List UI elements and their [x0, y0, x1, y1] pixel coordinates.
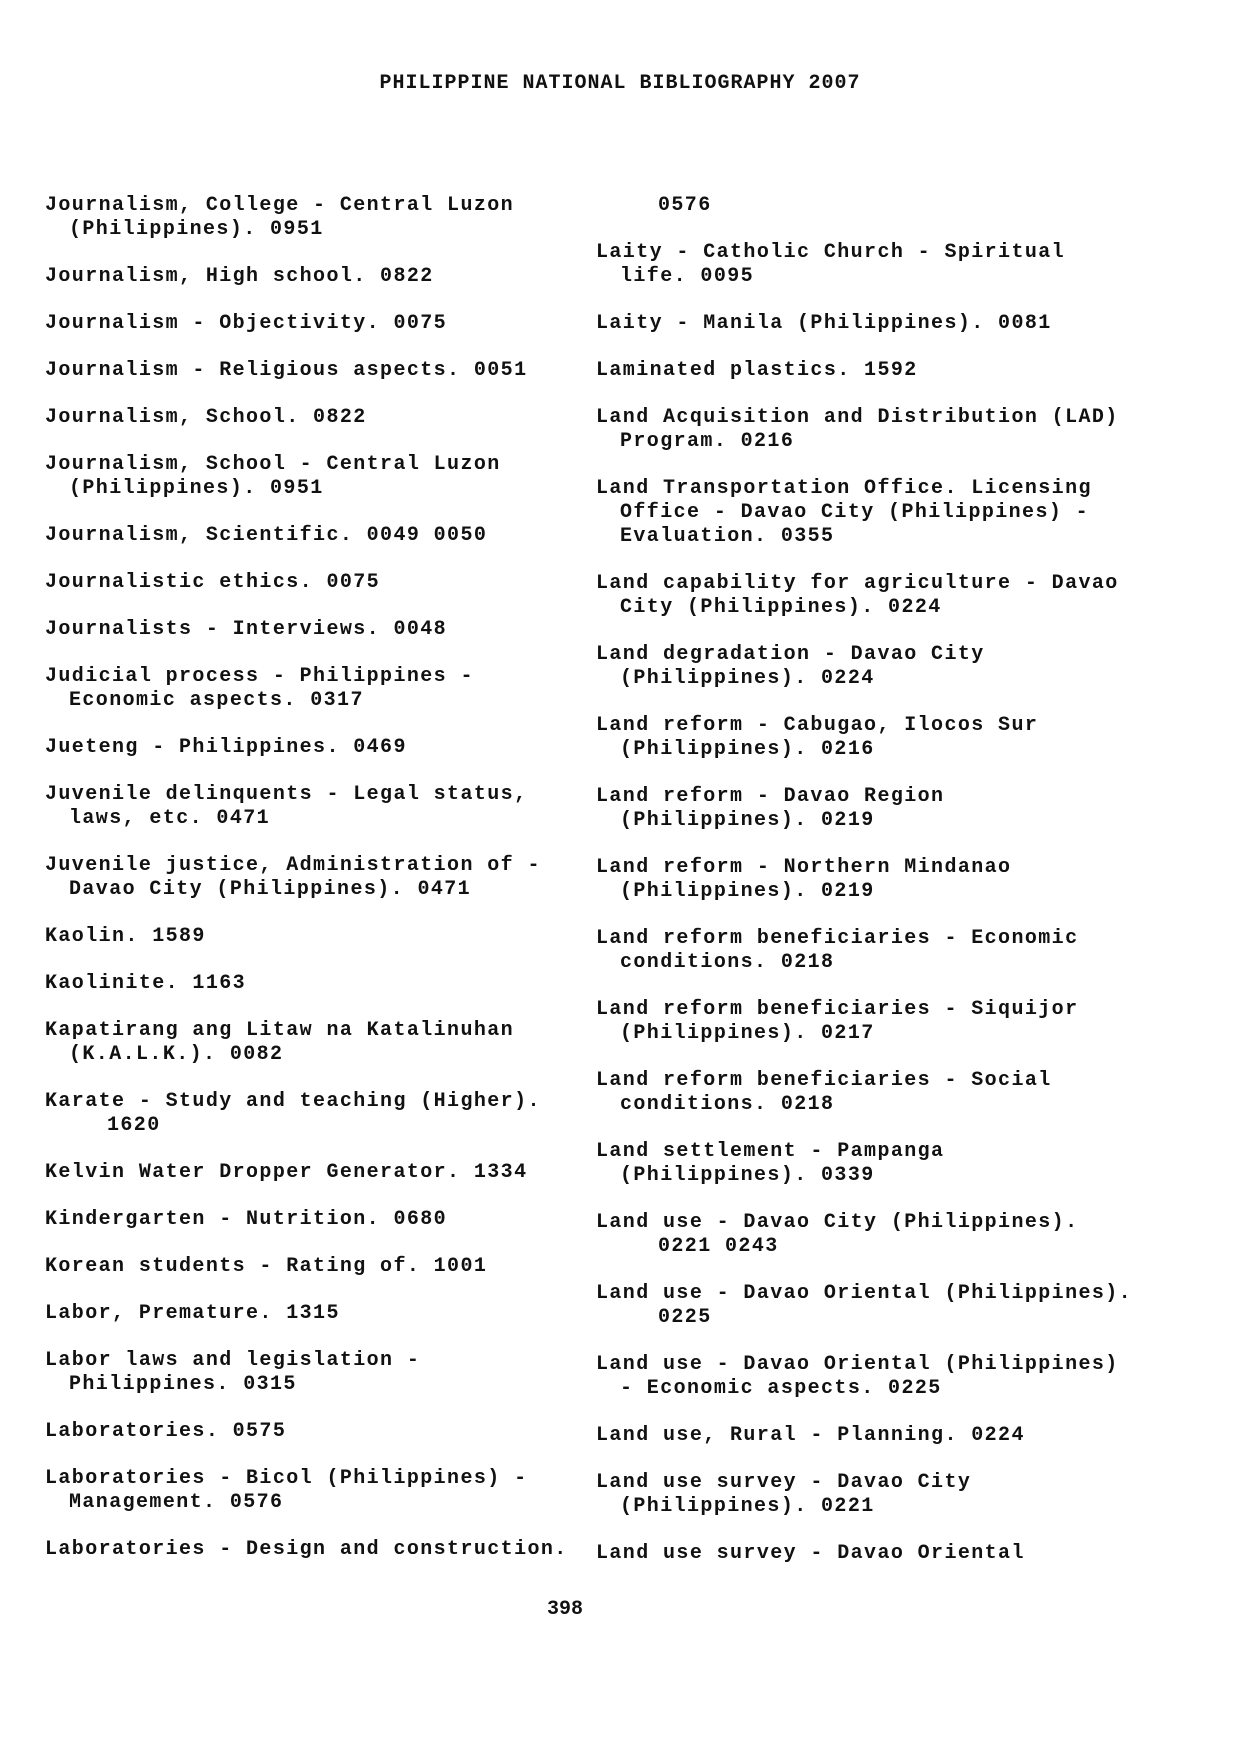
index-entry: [45, 453, 565, 501]
entry-continuation-line: Evaluation. 0355: [620, 525, 835, 548]
entry-heading-line: Laity - Manila (Philippines). 0081: [596, 312, 1052, 335]
entry-heading-line: Laity - Catholic Church - Spiritual: [596, 241, 1066, 264]
index-entry: [596, 241, 1156, 289]
entry-heading-line: Journalism, College - Central Luzon: [45, 194, 515, 217]
index-entry: [45, 406, 565, 430]
entry-heading-line: Land use survey - Davao Oriental: [596, 1542, 1025, 1565]
index-entry: [596, 406, 1156, 454]
index-entry: [45, 618, 565, 642]
index-entry: [596, 312, 1156, 336]
entry-continuation-line: (Philippines). 0221: [620, 1495, 875, 1518]
entry-continuation-line: (Philippines). 0216: [620, 738, 875, 761]
entry-heading-line: Land reform - Davao Region: [596, 785, 945, 808]
index-entry: [45, 359, 565, 383]
entry-heading-line: 0576: [658, 194, 712, 217]
entry-heading-line: Juvenile delinquents - Legal status,: [45, 783, 528, 806]
entry-heading-line: Korean students - Rating of. 1001: [45, 1255, 488, 1278]
entry-heading-line: Land use, Rural - Planning. 0224: [596, 1424, 1025, 1447]
index-entry: [45, 524, 565, 548]
index-entry: [596, 1211, 1156, 1259]
entry-continuation-line: 0225: [658, 1306, 712, 1329]
index-entry: [45, 312, 565, 336]
entry-continuation-line: conditions. 0218: [620, 951, 835, 974]
index-entry: [45, 1420, 565, 1444]
index-entry: [596, 572, 1156, 620]
index-entry: [45, 194, 565, 242]
index-entry: [45, 1019, 565, 1067]
entry-continuation-line: Program. 0216: [620, 430, 795, 453]
index-entry: [596, 477, 1156, 549]
index-entry: [596, 1282, 1156, 1330]
entry-heading-line: Land Transportation Office. Licensing: [596, 477, 1092, 500]
index-entry: [596, 1471, 1156, 1519]
entry-continuation-line: Philippines. 0315: [69, 1373, 297, 1396]
entry-heading-line: Laminated plastics. 1592: [596, 359, 918, 382]
index-entry: [45, 783, 565, 831]
index-entry: [45, 571, 565, 595]
entry-continuation-line: (Philippines). 0219: [620, 809, 875, 832]
index-entry: [45, 925, 565, 949]
entry-heading-line: Land Acquisition and Distribution (LAD): [596, 406, 1119, 429]
entry-heading-line: Land reform beneficiaries - Economic: [596, 927, 1079, 950]
index-entry: [45, 1255, 565, 1279]
index-entry: [596, 643, 1156, 691]
entry-continuation-line: 1620: [107, 1114, 161, 1137]
index-entry: [45, 1467, 565, 1515]
entry-heading-line: Journalism, Scientific. 0049 0050: [45, 524, 488, 547]
index-entry: [596, 1140, 1156, 1188]
index-entry: [596, 1424, 1156, 1448]
index-entry: [596, 359, 1156, 383]
entry-heading-line: Journalism, High school. 0822: [45, 265, 434, 288]
entry-heading-line: Land reform beneficiaries - Siquijor: [596, 998, 1079, 1021]
page-number: 398: [546, 1598, 583, 1621]
index-entry: [596, 1542, 1156, 1566]
entry-continuation-line: Economic aspects. 0317: [69, 689, 364, 712]
entry-heading-line: Land use - Davao Oriental (Philippines).: [596, 1282, 1133, 1305]
entry-heading-line: Journalistic ethics. 0075: [45, 571, 381, 594]
index-column-right: [596, 194, 1156, 1589]
entry-continuation-line: City (Philippines). 0224: [620, 596, 942, 619]
entry-continuation-line: (Philippines). 0951: [69, 218, 324, 241]
entry-heading-line: Journalism - Religious aspects. 0051: [45, 359, 528, 382]
entry-heading-line: Labor laws and legislation -: [45, 1349, 421, 1372]
entry-heading-line: Laboratories. 0575: [45, 1420, 287, 1443]
index-entry: [45, 1090, 565, 1138]
index-entry: [45, 736, 565, 760]
entry-heading-line: Juvenile justice, Administration of -: [45, 854, 541, 877]
entry-heading-line: Kelvin Water Dropper Generator. 1334: [45, 1161, 528, 1184]
entry-heading-line: Land degradation - Davao City: [596, 643, 985, 666]
entry-continuation-line: laws, etc. 0471: [69, 807, 271, 830]
index-entry: [45, 665, 565, 713]
entry-heading-line: Land reform - Northern Mindanao: [596, 856, 1012, 879]
index-entry: [596, 714, 1156, 762]
index-entry: [596, 194, 1156, 218]
entry-heading-line: Land reform - Cabugao, Ilocos Sur: [596, 714, 1039, 737]
entry-heading-line: Land use survey - Davao City: [596, 1471, 972, 1494]
entry-continuation-line: life. 0095: [620, 265, 755, 288]
index-entry: [45, 1538, 568, 1562]
index-entry: [45, 1161, 565, 1185]
entry-heading-line: Land settlement - Pampanga: [596, 1140, 945, 1163]
entry-heading-line: Labor, Premature. 1315: [45, 1302, 340, 1325]
entry-continuation-line: (K.A.L.K.). 0082: [69, 1043, 284, 1066]
index-entry: [596, 785, 1156, 833]
index-entry: [45, 1302, 565, 1326]
index-column-left: [45, 194, 568, 1585]
index-entry: [45, 265, 565, 289]
entry-heading-line: Land use - Davao Oriental (Philippines): [596, 1353, 1119, 1376]
entry-heading-line: Kindergarten - Nutrition. 0680: [45, 1208, 448, 1231]
entry-heading-line: Kaolinite. 1163: [45, 972, 247, 995]
entry-heading-line: Land capability for agriculture - Davao: [596, 572, 1119, 595]
index-entry: [45, 1349, 565, 1397]
entry-heading-line: Kapatirang ang Litaw na Katalinuhan: [45, 1019, 515, 1042]
index-entry: [596, 1069, 1156, 1117]
entry-continuation-line: (Philippines). 0224: [620, 667, 875, 690]
entry-heading-line: Jueteng - Philippines. 0469: [45, 736, 407, 759]
entry-heading-line: Journalism, School - Central Luzon: [45, 453, 501, 476]
entry-continuation-line: (Philippines). 0219: [620, 880, 875, 903]
entry-heading-line: Laboratories - Bicol (Philippines) -: [45, 1467, 528, 1490]
entry-continuation-line: Management. 0576: [69, 1491, 284, 1514]
entry-continuation-line: (Philippines). 0339: [620, 1164, 875, 1187]
entry-continuation-line: (Philippines). 0951: [69, 477, 324, 500]
entry-heading-line: Karate - Study and teaching (Higher).: [45, 1090, 541, 1113]
index-entry: [596, 1353, 1156, 1401]
entry-continuation-line: - Economic aspects. 0225: [620, 1377, 942, 1400]
page-title: PHILIPPINE NATIONAL BIBLIOGRAPHY 2007: [379, 72, 861, 95]
index-entry: [45, 972, 565, 996]
entry-heading-line: Journalism, School. 0822: [45, 406, 367, 429]
index-entry: [596, 998, 1156, 1046]
index-entry: [45, 854, 565, 902]
entry-continuation-line: 0221 0243: [658, 1235, 779, 1258]
entry-heading-line: Laboratories - Design and construction.: [45, 1538, 568, 1561]
entry-heading-line: Journalists - Interviews. 0048: [45, 618, 448, 641]
index-entry: [596, 856, 1156, 904]
entry-continuation-line: conditions. 0218: [620, 1093, 835, 1116]
index-entry: [45, 1208, 565, 1232]
entry-heading-line: Kaolin. 1589: [45, 925, 206, 948]
entry-continuation-line: Davao City (Philippines). 0471: [69, 878, 472, 901]
entry-continuation-line: (Philippines). 0217: [620, 1022, 875, 1045]
entry-heading-line: Land reform beneficiaries - Social: [596, 1069, 1052, 1092]
entry-continuation-line: Office - Davao City (Philippines) -: [620, 501, 1090, 524]
entry-heading-line: Land use - Davao City (Philippines).: [596, 1211, 1079, 1234]
index-entry: [596, 927, 1156, 975]
entry-heading-line: Judicial process - Philippines -: [45, 665, 474, 688]
entry-heading-line: Journalism - Objectivity. 0075: [45, 312, 448, 335]
